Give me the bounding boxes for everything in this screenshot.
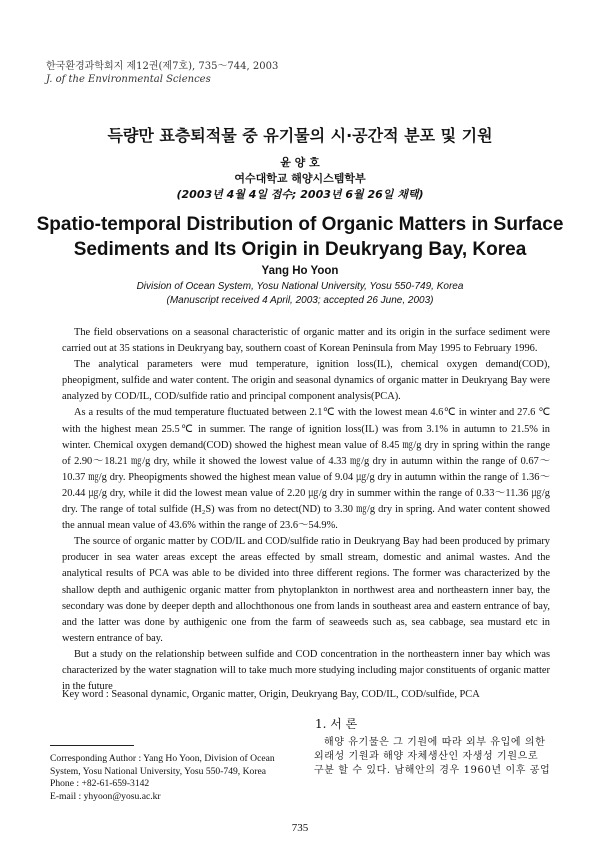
dates-korean: (2003년 4월 4일 접수; 2003년 6월 26일 채택): [176, 188, 424, 201]
footnote-phone: Phone : +82-61-659-3142: [50, 778, 150, 789]
footnote-line: System, Yosu National University, Yosu 550-749, Korea: [50, 765, 267, 777]
title-korean: 득량만 표층퇴적물 중 유기물의 시·공간적 분포 및 기원: [107, 126, 493, 145]
footnote-line: Corresponding Author : Yang Ho Yoon, Division of Ocean: [50, 753, 275, 764]
abstract-paragraph: As a results of the mud temperature fluctuated between 2.1℃ with the lowest mean 4.6℃ in winter and 27.6 ℃ with the highest mean 25.5℃ in summer. The range of ignition loss(IL) was from 3.1% in autumn to 21.5% in winter. Chemical oxygen demand(COD) showed the highest mean value of 8.45 ㎎/g dry in spring within the range of 2.90～18.21 ㎎/g dry, while it showed the lowest value of 4.33 ㎎/g dry in autumn within the range of 0.67～10.37 ㎎/g dry. Pheopigments showed the highest mean value of 9.04 ㎍/g dry in autumn within the range of 1.36～20.44 ㎍/g dry, while it did the lowest mean value of 2.20 ㎍/g dry in summer within the range of 0.33～11.36 ㎍/g dry. The range of total sulfide (H₂S) was from no detect(ND) to 3.30 ㎎/g dry in spring. And water content showed the annual mean value of 43.6% within the range of 23.6～54.9%.: [62, 407, 550, 532]
abstract: [62, 325, 550, 695]
title-english-line1: Spatio-temporal Distribution of Organic Matters in Surface: [36, 214, 564, 235]
manuscript-dates: (Manuscript received 4 April, 2003; accepted 26 June, 2003): [166, 295, 434, 306]
title-english-line2: Sediments and Its Origin in Deukryang Bay, Korea: [73, 239, 527, 260]
affiliation-korean: 여수대학교 해양시스템학부: [234, 172, 366, 185]
page-number: 735: [291, 822, 309, 834]
abstract-paragraph: But a study on the relationship between sulfide and COD concentration in the northeastern inner bay which was characterized by the water stagnation will to take much more studying including major constituents of organic matter in the future: [62, 648, 550, 693]
author-english: Yang Ho Yoon: [261, 265, 339, 277]
abstract-paragraph: The analytical parameters were mud temperature, ignition loss(IL), chemical oxygen demand(COD), pheopigment, sulfide and water content. The origin and seasonal dynamics of organic matter in Deukryang Bay were analyzed by COD/IL, COD/sulfide ratio and principal component analysis(PCA).: [62, 359, 550, 403]
section-body: [314, 736, 552, 778]
journal-citation-kr: 한국환경과학회지 제12권(제7호), 735～744, 2003: [46, 61, 279, 72]
abstract-paragraph: The field observations on a seasonal characteristic of organic matter and its origin in the surface sediment were carried out at 35 stations in Deukryang bay, southern coast of Korean Peninsula from May 1995 to February 1996.: [62, 327, 550, 355]
keywords: Key word : Seasonal dynamic, Organic matter, Origin, Deukryang Bay, COD/IL, COD/sulfide, PCA: [62, 689, 480, 700]
introduction-section: [314, 717, 552, 778]
footnote-divider: [50, 745, 134, 746]
section-line: 해양 유기물은 그 기원에 따라 외부 유입에 의한: [324, 737, 546, 748]
author-korean: 윤 양 호: [280, 156, 320, 169]
title-english: [0, 212, 600, 262]
section-line: 구분 할 수 있다. 남해안의 경우 1960년 이후 공업: [314, 765, 551, 776]
journal-header: [46, 60, 278, 86]
journal-name-en: J. of the Environmental Sciences: [46, 74, 211, 85]
section-heading: 1. 서 론: [315, 717, 358, 731]
section-line: 외래성 기원과 해양 자체생산인 자생성 기원으로: [314, 751, 539, 762]
footnote-email: E-mail : yhyoon@yosu.ac.kr: [50, 790, 161, 802]
corresponding-author-footnote: [50, 753, 290, 803]
abstract-paragraph: The source of organic matter by COD/IL and COD/sulfide ratio in Deukryang Bay had been produced by primary producer in sea water areas except the areas effected by small stream, domestic and animal wastes. And the analytical results of PCA was able to be divided into three different regions. The former was characterized by the shallow depth and authigenic organic matter from phytoplankton in northwest area and northeastern inner bay, the secondary was done by deeper depth and allochthonous one from lands in southeast area and eastern entrance of bay, and the latter was done by authigenic one from the farm of seaweeds such as, sea cabbage, sea mustard etc in western entrance of bay.: [62, 536, 550, 644]
affiliation-english: Division of Ocean System, Yosu National University, Yosu 550-749, Korea: [136, 281, 464, 292]
